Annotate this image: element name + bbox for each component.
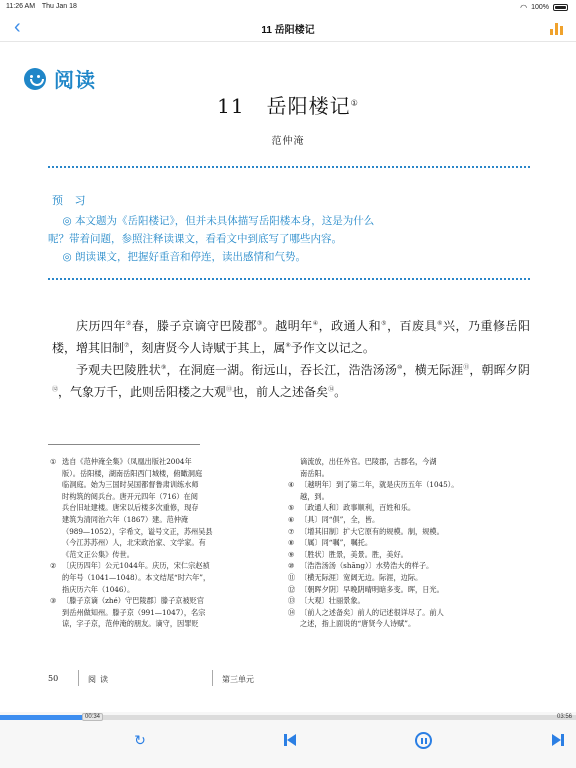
footnote-number: ⑪ bbox=[288, 572, 296, 582]
footnote-text: 兵台旧址建楼。唐宋以后楼多次重修，现存 bbox=[62, 503, 199, 513]
footnote-text: （今江苏苏州）人，北宋政治家、文学家。有 bbox=[62, 538, 206, 548]
footnote-text: 〔具〕同“俱”，全，皆。 bbox=[300, 514, 380, 524]
footer-unit: 第三单元 bbox=[222, 675, 254, 684]
footnote-line bbox=[288, 491, 530, 503]
footnote-line bbox=[50, 468, 272, 480]
footnote-number: ⑫ bbox=[288, 584, 296, 594]
footnote-line bbox=[288, 584, 530, 596]
footnote-text: 选自《范仲淹全集》（凤凰出版社2004年 bbox=[62, 457, 192, 466]
preview-item: ◎ 朗读课文，把握好重音和停连，读出感情和气势。 bbox=[62, 251, 306, 263]
footnote-line bbox=[50, 572, 272, 584]
footnote-line bbox=[50, 549, 272, 561]
footnote-number bbox=[50, 607, 62, 619]
footnote-number bbox=[50, 584, 62, 596]
preview-title: 预 习 bbox=[52, 194, 90, 207]
total-time: 03:56 bbox=[556, 714, 572, 720]
textbook-page bbox=[0, 42, 576, 712]
footnote-line bbox=[288, 607, 530, 619]
preview-box bbox=[48, 192, 532, 266]
footnote-text: 到岳州做知州。滕子京（991—1047），名宗 bbox=[62, 607, 206, 617]
footnote-line bbox=[50, 607, 272, 619]
footnote-number: ⑤ bbox=[288, 503, 295, 513]
lesson-title bbox=[0, 90, 576, 119]
footer-section: 阅读 bbox=[88, 675, 112, 684]
footnotes-left bbox=[50, 456, 272, 630]
divider-dotted bbox=[48, 278, 530, 280]
footnote-text: 〔大观〕壮丽景象。 bbox=[300, 596, 365, 606]
footnote-text: 〔庆历四年〕公元1044年。庆历，宋仁宗赵祯 bbox=[62, 561, 210, 571]
lesson-number: 11 bbox=[217, 94, 245, 118]
footnote-number bbox=[50, 514, 62, 526]
footnote-text: 的年号（1041—1048）。本文结尾“时六年”， bbox=[62, 572, 211, 582]
footnote-line bbox=[288, 526, 530, 538]
lesson-note-mark: ① bbox=[350, 98, 359, 108]
nav-bar bbox=[0, 14, 576, 42]
wifi-icon: ◠ bbox=[520, 3, 528, 12]
lesson-author: 范仲淹 bbox=[271, 136, 305, 147]
footnotes-right bbox=[288, 456, 530, 630]
divider-dotted bbox=[48, 166, 530, 168]
footnote-text: 〔浩浩汤汤（shāng）〕水势浩大的样子。 bbox=[300, 561, 434, 571]
lesson-name: 岳阳楼记 bbox=[266, 94, 351, 118]
footnote-number bbox=[50, 479, 62, 491]
footnote-line bbox=[50, 502, 272, 514]
footnote-number: ⑬ bbox=[288, 596, 296, 606]
footnote-number: ⑧ bbox=[288, 538, 295, 548]
footnote-text: 指庆历六年（1046）。 bbox=[62, 584, 135, 594]
footer-separator bbox=[212, 670, 213, 686]
footnote-line bbox=[288, 572, 530, 584]
footnote-number bbox=[50, 549, 62, 561]
section-label: 阅读 bbox=[54, 68, 96, 92]
footnote-line bbox=[50, 514, 272, 526]
footnote-number bbox=[288, 456, 300, 468]
footnote-text: 〔越明年〕到了第二年，就是庆历五年（1045）。 bbox=[300, 480, 459, 490]
footnote-text: 谪流放，出任外官。巴陵郡，古郡名，今湖 bbox=[300, 457, 437, 466]
footnote-number bbox=[50, 618, 62, 630]
footnote-number: ③ bbox=[50, 596, 57, 606]
footnote-number bbox=[50, 537, 62, 549]
battery-icon bbox=[553, 4, 568, 11]
footnote-line bbox=[50, 479, 272, 491]
footnote-line bbox=[288, 560, 530, 572]
footnote-text: 〔增其旧制〕扩大它原有的规模。制，规模。 bbox=[300, 526, 444, 536]
footnote-number: ⑩ bbox=[288, 561, 295, 571]
lesson-body bbox=[52, 314, 530, 402]
footnote-text: 之述，指上面说的“唐贤今人诗赋”。 bbox=[300, 619, 416, 629]
battery-percent: 100% bbox=[531, 4, 549, 11]
chevron-left-icon[interactable]: ‹ bbox=[14, 16, 21, 38]
footnote-text: （989—1052），字希文，谥号文正，苏州吴县 bbox=[62, 526, 213, 536]
footnote-line bbox=[50, 491, 272, 503]
footnote-number bbox=[50, 468, 62, 480]
footnote-text: 〔朝晖夕阴〕早晚阴晴明暗多变。晖，日光。 bbox=[300, 584, 444, 594]
footnote-number: ① bbox=[50, 457, 57, 466]
footnote-number bbox=[288, 468, 300, 480]
footnote-line bbox=[288, 618, 530, 630]
skip-forward-icon[interactable] bbox=[548, 730, 568, 750]
pause-icon[interactable] bbox=[413, 730, 433, 750]
footnote-line bbox=[288, 595, 530, 607]
footnote-line bbox=[50, 560, 272, 572]
footnote-text: 〔滕子京谪（zhé）守巴陵郡〕滕子京被贬官 bbox=[62, 596, 205, 606]
footnote-number: ② bbox=[50, 561, 57, 571]
footnote-number: ⑨ bbox=[288, 549, 295, 559]
footnote-text: 建筑为清同治六年（1867）建。范仲淹 bbox=[62, 514, 189, 524]
footnote-number bbox=[50, 491, 62, 503]
page-title: 11 岳阳楼记 bbox=[261, 25, 315, 36]
status-right bbox=[520, 3, 568, 12]
notes-divider bbox=[48, 444, 200, 445]
footnote-text: 〔横无际涯〕宽阔无边。际涯，边际。 bbox=[300, 572, 423, 582]
audio-player bbox=[0, 712, 576, 768]
footnote-number bbox=[50, 572, 62, 584]
progress-fill bbox=[0, 715, 83, 720]
footnote-number bbox=[50, 526, 62, 538]
footnote-line bbox=[288, 549, 530, 561]
footnote-line bbox=[288, 468, 530, 480]
footnote-line bbox=[50, 595, 272, 607]
footnote-number: ⑦ bbox=[288, 526, 295, 536]
footnote-line bbox=[50, 537, 272, 549]
page-number: 50 bbox=[48, 674, 59, 683]
status-date: Thu Jan 18 bbox=[41, 3, 77, 10]
footnote-text: 谅，字子京，范仲淹的朋友。谪守，因罪贬 bbox=[62, 619, 199, 629]
section-header bbox=[24, 64, 96, 93]
footnote-text: 〔属〕同“嘱”，嘱托。 bbox=[300, 538, 373, 548]
footnote-line bbox=[288, 514, 530, 526]
status-left bbox=[6, 3, 82, 10]
preview-item: ◎ 本文题为《岳阳楼记》，但并未具体描写岳阳楼本身，这是为什么 bbox=[62, 215, 375, 227]
current-time: 00:34 bbox=[82, 713, 103, 721]
body-paragraph-1: 庆历四年②春，滕子京谪守巴陵郡③。越明年④，政通人和⑤，百废具⑥兴，乃重修岳阳楼，增其旧制⑦，刻唐贤今人诗赋于其上，属⑧予作文以记之。 bbox=[52, 319, 530, 355]
footnote-text: 《范文正公集》传世。 bbox=[62, 549, 134, 559]
smiley-face-icon bbox=[24, 68, 46, 90]
footnote-text: 〔胜状〕胜景，美景。胜，美好。 bbox=[300, 549, 408, 559]
footnote-text: 版）。岳阳楼，湖南岳阳西门城楼，俯瞰洞庭 bbox=[62, 468, 203, 478]
footnote-text: 南岳阳。 bbox=[300, 468, 329, 478]
footnote-text: 越，到。 bbox=[300, 491, 329, 501]
footnote-line bbox=[288, 537, 530, 549]
footnote-text: 〔前人之述备矣〕前人的记述很详尽了。前人 bbox=[300, 607, 444, 617]
preview-item: 呢？带着问题，参照注释读课文，看看文中到底写了哪些内容。 bbox=[48, 233, 342, 245]
refresh-icon[interactable]: ↻ bbox=[134, 731, 146, 748]
footnote-text: 临洞庭。始为三国时吴国都督鲁肃训练水师 bbox=[62, 480, 199, 490]
footnote-text: 时构筑的阅兵台。唐开元四年（716）在阅 bbox=[62, 491, 198, 501]
footnote-number bbox=[288, 491, 300, 503]
footnote-line bbox=[288, 456, 530, 468]
footnote-number bbox=[288, 618, 300, 630]
bar-chart-icon[interactable] bbox=[550, 23, 564, 35]
footnote-number: ⑥ bbox=[288, 514, 295, 524]
footnote-line bbox=[50, 584, 272, 596]
footnote-line bbox=[50, 526, 272, 538]
footnote-number: ④ bbox=[288, 480, 295, 490]
status-time: 11:26 AM bbox=[6, 3, 36, 10]
footnote-line bbox=[50, 456, 272, 468]
footer-separator bbox=[78, 670, 79, 686]
footnote-line bbox=[288, 502, 530, 514]
skip-back-icon[interactable] bbox=[280, 730, 300, 750]
footnote-text: 〔政通人和〕政事顺利，百姓和乐。 bbox=[300, 503, 416, 513]
footnote-line bbox=[50, 618, 272, 630]
footnote-number bbox=[50, 502, 62, 514]
footnote-number: ⑭ bbox=[288, 607, 296, 617]
status-bar bbox=[0, 0, 576, 14]
body-paragraph-2: 予观夫巴陵胜状⑨，在洞庭一湖。衔远山，吞长江，浩浩汤汤⑩，横无际涯⑪，朝晖夕阴⑫，气象万千，此则岳阳楼之大观⑬也，前人之述备矣⑭。 bbox=[52, 363, 530, 399]
footnote-line bbox=[288, 479, 530, 491]
